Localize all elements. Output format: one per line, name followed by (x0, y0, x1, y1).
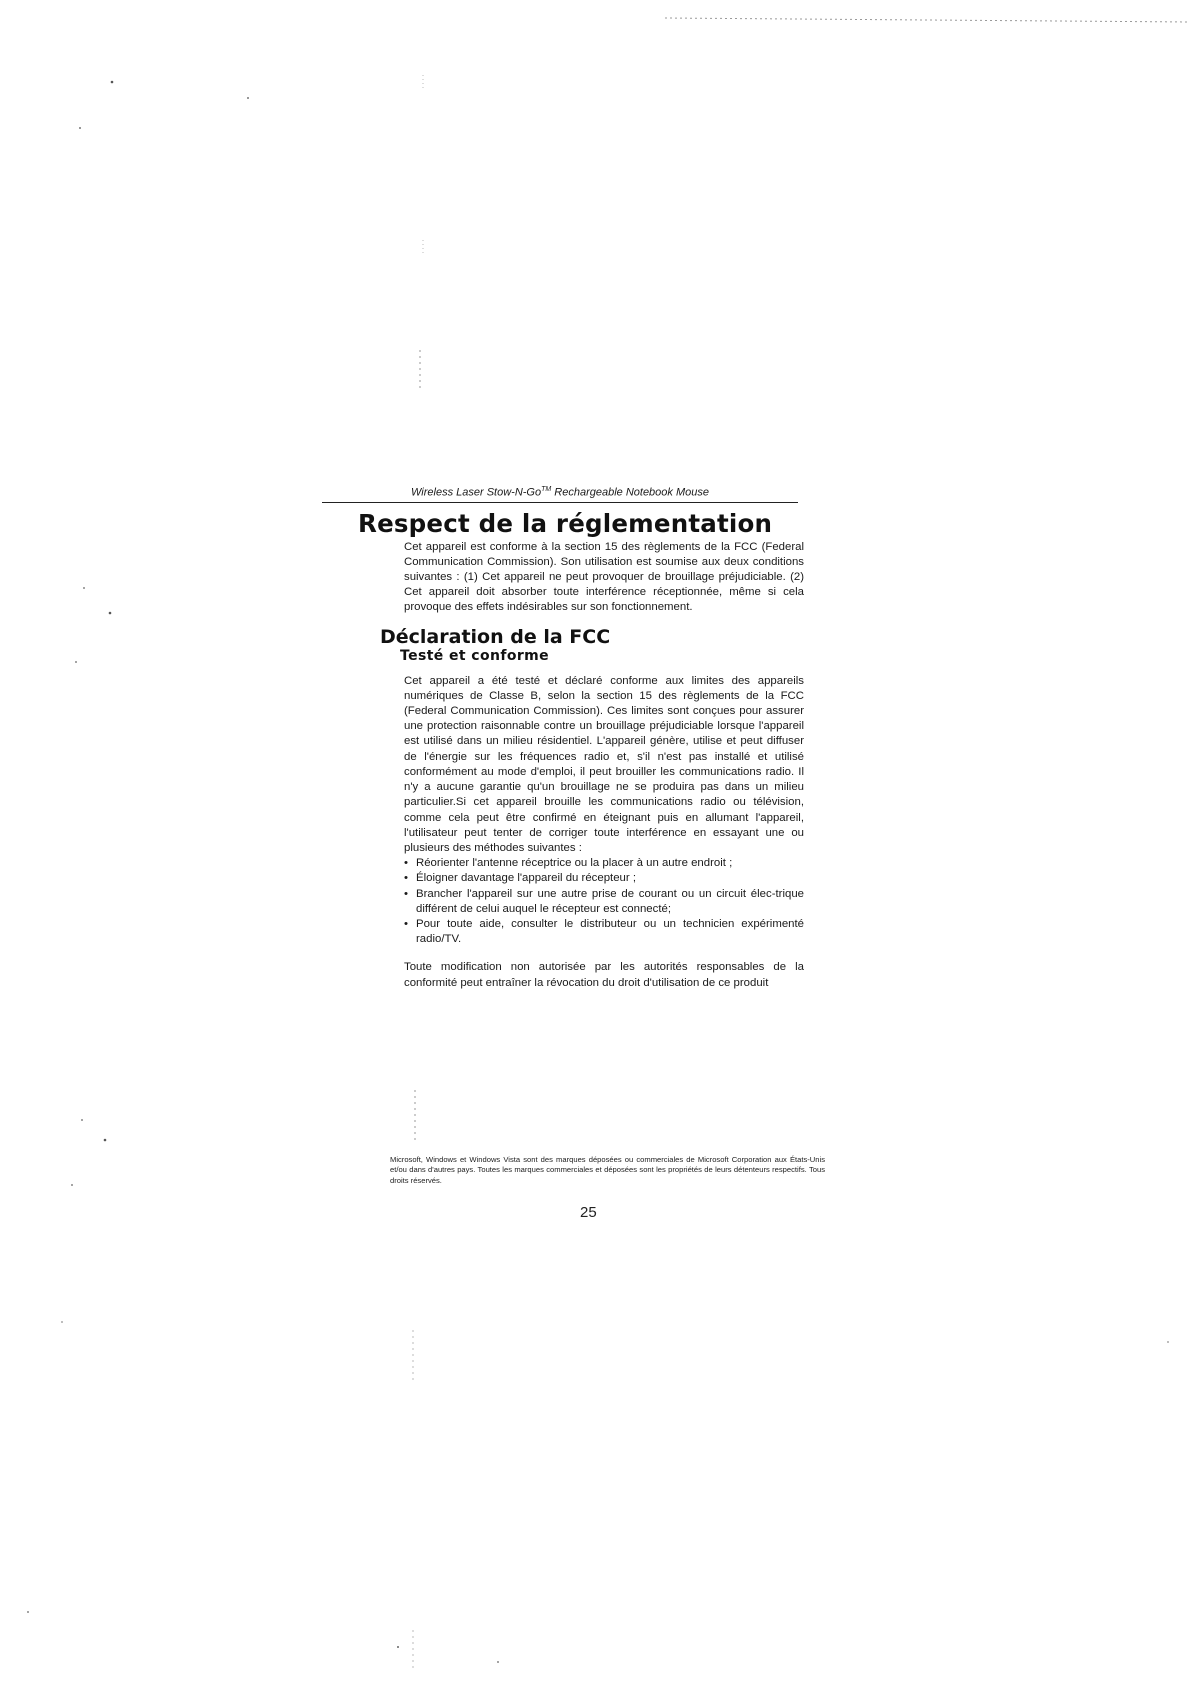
running-header-product: Wireless Laser Stow-N-Go (411, 486, 542, 499)
fcc-method-list (404, 856, 804, 947)
list-item (404, 871, 804, 886)
list-item (404, 887, 804, 917)
fcc-subheading: Testé et conforme (400, 647, 550, 664)
manual-page (358, 486, 826, 991)
list-item-text: Réorienter l'antenne réceptrice ou la placer à un autre endroit ; (416, 857, 733, 870)
list-item-text: Brancher l'appareil sur une autre prise de courant ou un circuit élec-trique différent de celui auquel le récepteur est connecté; (416, 887, 804, 915)
bullet-icon: • (404, 872, 408, 885)
running-header (322, 486, 798, 503)
page-title: Respect de la réglementation (358, 508, 773, 538)
trademark-footnote: Microsoft, Windows et Windows Vista sont des marques déposées ou commerciales de Microsoft Corporation aux États-Unis et/ou dans d'autres pays. Toutes les marques commerciales et déposées sont les propriétés de leurs détenteurs respectifs. Tous droits réservés. (390, 1155, 825, 1185)
closing-paragraph: Toute modification non autorisée par les autorités responsables de la conformité peut entraîner la révocation du droit d'utilisation de ce produit (404, 961, 804, 989)
list-item-text: Éloigner davantage l'appareil du récepteur ; (416, 872, 637, 885)
list-item (404, 917, 804, 947)
list-item-text: Pour toute aide, consulter le distributeur ou un technicien expérimenté radio/TV. (416, 917, 804, 946)
page-number: 25 (580, 1204, 597, 1221)
list-item (404, 856, 804, 871)
bullet-icon: • (404, 857, 408, 870)
intro-paragraph: Cet appareil est conforme à la section 15 des règlements de la FCC (Federal Communication Commission). Son utilisation est soumise aux deux conditions suivantes : (1) Cet appareil ne peut provoquer de brouillage préjudiciable. (2) Cet appareil doit absorber toute interférence réceptionnée, même si cela provoque des effets indésirables sur son fonctionnement. (404, 540, 804, 614)
bullet-icon: • (404, 887, 408, 900)
trademark-mark: TM (541, 486, 552, 493)
fcc-body-paragraph: Cet appareil a été testé et déclaré conforme aux limites des appareils numériques de Classe B, selon la section 15 des règlements de la FCC (Federal Communication Commission). Ces limites sont conçues pour assurer une protection raisonnable contre un brouillage préjudiciable lorsque l'appareil est utilisé dans un milieu résidentiel. L'appareil génère, utilise et peut diffuser de l'énergie sur les fréquences radio et, s'il n'est pas installé et utilisé conformément au mode d'emploi, il peut brouiller les communications radio. Il n'y a aucune garantie qu'un brouillage ne se produira pas dans un milieu particulier.Si cet appareil brouille les communications radio ou télévision, comme cela peut être confirmé en éteignant puis en allumant l'appareil, l'utilisateur peut tenter de corriger toute interférence en essayant une ou plusieurs des méthodes suivantes : (404, 674, 804, 854)
bullet-icon: • (404, 917, 408, 930)
fcc-heading: Déclaration de la FCC (380, 625, 611, 648)
running-header-suffix: Rechargeable Notebook Mouse (551, 486, 709, 499)
